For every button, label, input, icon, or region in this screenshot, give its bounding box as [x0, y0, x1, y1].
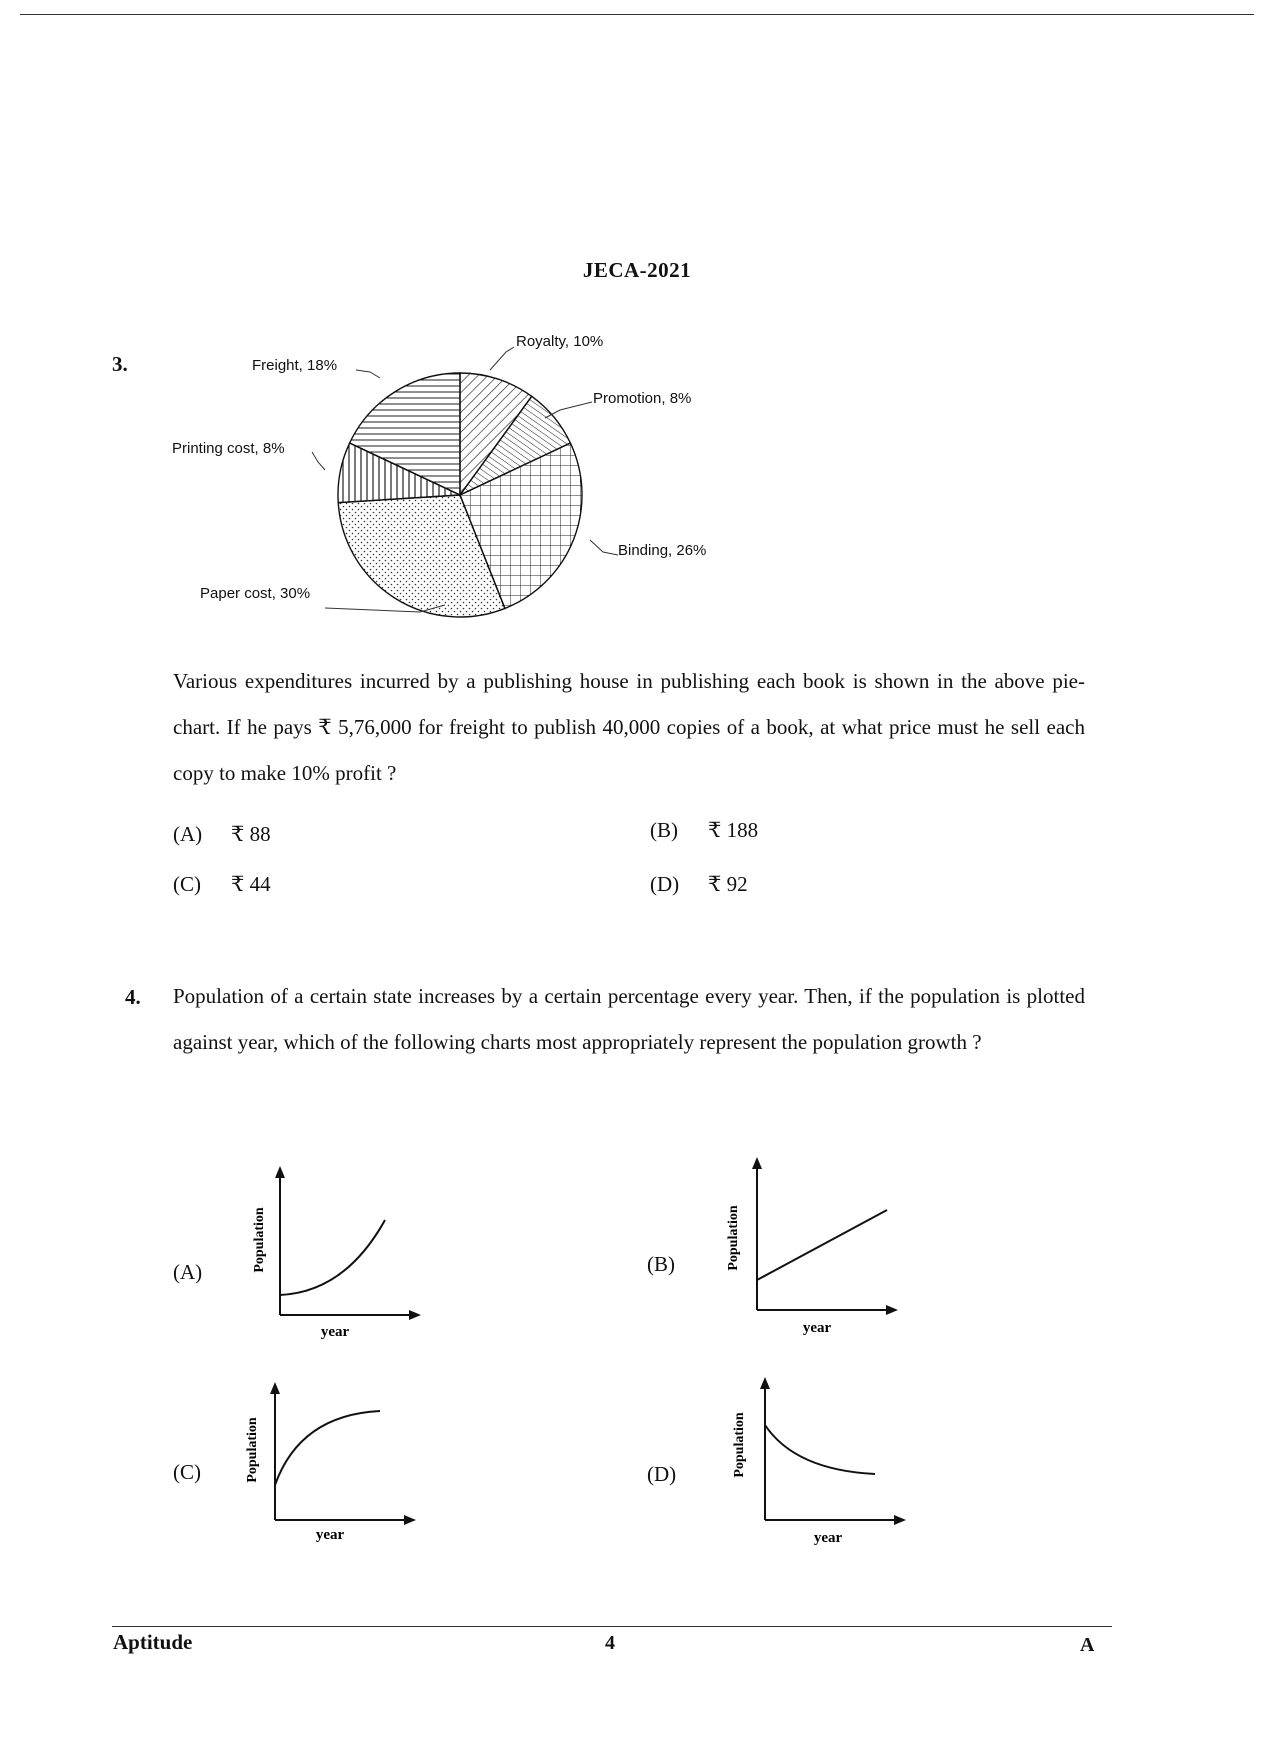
pie-label-binding: Binding, 26% — [618, 542, 707, 559]
q4-graph-b-xlabel: year — [802, 1320, 832, 1335]
question-4-text: Population of a certain state increases by a certain percentage every year. Then, if the population is plotted against year, which of the following charts most appropriately represent the population growth ? — [173, 984, 1085, 1054]
q4-graph-c — [240, 1375, 425, 1545]
pie-label-freight: Freight, 18% — [252, 357, 338, 374]
q3-option-b-value: ₹ 188 — [708, 818, 759, 842]
page-header: JECA-2021 — [582, 258, 692, 282]
q3-option-c-value: ₹ 44 — [231, 872, 271, 896]
top-rule — [20, 14, 1254, 15]
pie-label-royalty: Royalty, 10% — [516, 333, 604, 350]
q3-option-c — [173, 872, 271, 897]
pie-label-paper-cost: Paper cost, 30% — [200, 585, 311, 602]
footer-set-code: A — [1080, 1634, 1095, 1656]
q3-option-d — [650, 872, 748, 897]
question-3-text: Various expenditures incurred by a publishing house in publishing each book is shown in the above pie-chart. If he pays ₹ 5,76,000 for freight to publish 40,000 copies of a book, at what price must he sell each copy to make 10% profit ? — [173, 669, 1085, 785]
q4-option-a-label: (A) — [173, 1260, 203, 1284]
q4-graph-c-ylabel: Population — [245, 1417, 260, 1483]
q4-graph-d-curve — [765, 1425, 875, 1474]
q4-graph-b — [722, 1150, 902, 1335]
q3-option-a-value: ₹ 88 — [231, 822, 271, 846]
q3-option-b-label: (B) — [650, 818, 678, 842]
q4-graph-a-curve — [280, 1220, 385, 1295]
q3-option-d-value: ₹ 92 — [708, 872, 748, 896]
q4-option-d-label: (D) — [647, 1462, 677, 1486]
question-3-number: 3. — [112, 352, 128, 376]
pie-label-printing-cost: Printing cost, 8% — [172, 440, 285, 457]
q3-option-a — [173, 822, 271, 847]
q3-option-a-label: (A) — [173, 822, 203, 846]
q4-graph-b-line — [757, 1210, 887, 1280]
q3-option-d-label: (D) — [650, 872, 680, 896]
question-4-number: 4. — [125, 985, 141, 1009]
q4-graph-c-curve — [275, 1411, 380, 1485]
q4-graph-a-ylabel: Population — [252, 1207, 267, 1273]
q4-graph-d-ylabel: Population — [732, 1412, 747, 1478]
pie-label-promotion: Promotion, 8% — [593, 390, 692, 407]
q4-graph-d — [725, 1370, 910, 1545]
footer-subject: Aptitude — [113, 1630, 193, 1654]
q4-option-c-label: (C) — [173, 1460, 201, 1484]
q4-graph-b-ylabel: Population — [726, 1205, 741, 1271]
q3-option-b — [650, 818, 758, 843]
footer-rule — [112, 1626, 1112, 1627]
footer-page-number: 4 — [605, 1632, 615, 1654]
q4-graph-c-xlabel: year — [315, 1527, 345, 1543]
q4-graph-a-xlabel: year — [320, 1324, 350, 1340]
q3-option-c-label: (C) — [173, 872, 201, 896]
pie-leader-lines — [0, 0, 1274, 700]
expenditure-pie-chart — [300, 355, 620, 635]
q4-graph-d-xlabel: year — [813, 1530, 843, 1545]
q4-graph-a — [245, 1160, 425, 1340]
q4-option-b-label: (B) — [647, 1252, 675, 1276]
